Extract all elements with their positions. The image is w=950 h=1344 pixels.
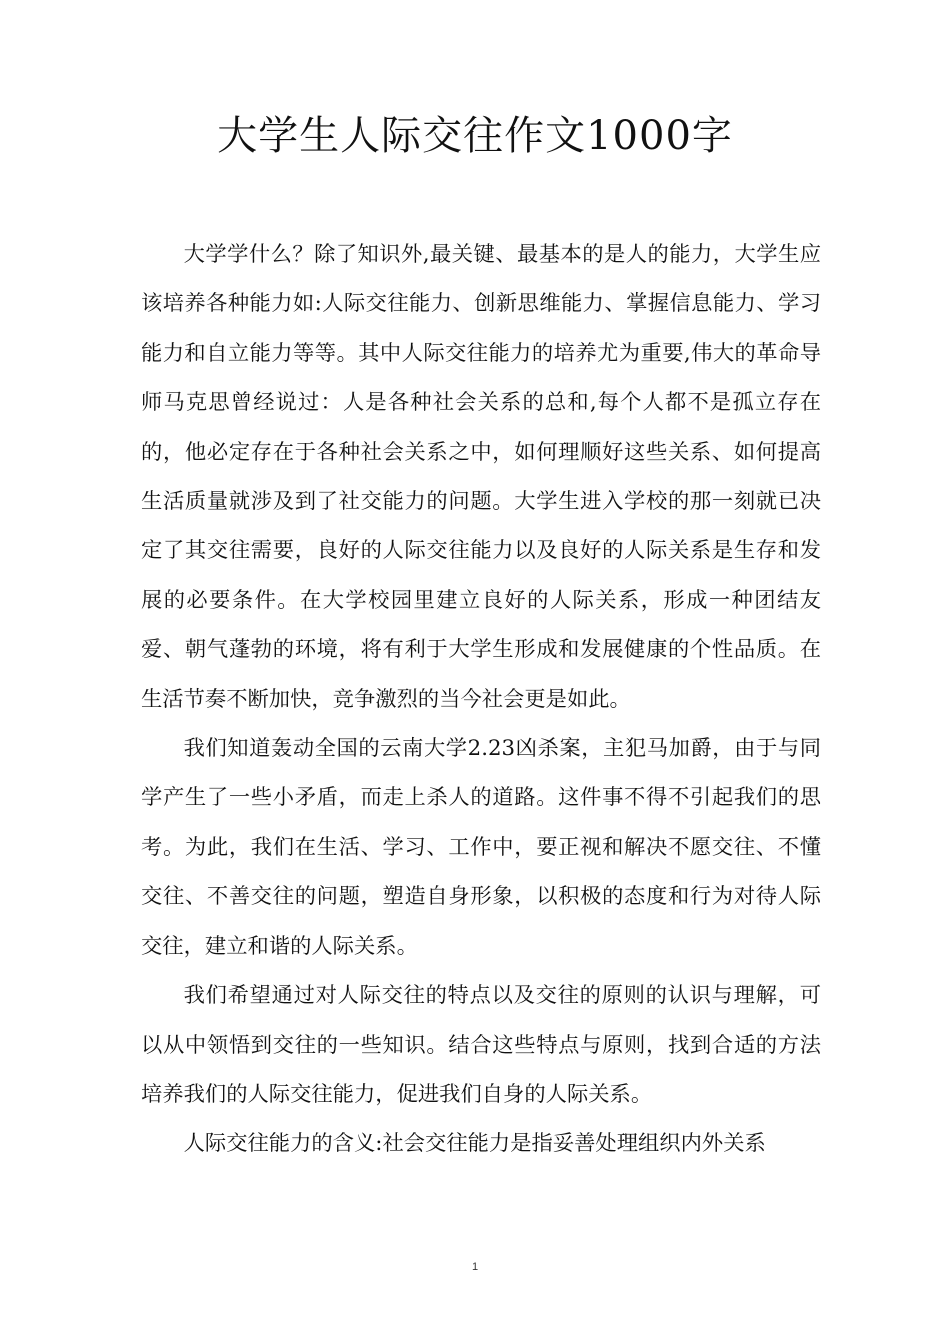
document-title: 大学生人际交往作文1000字 [217, 113, 733, 159]
paragraph-1: 大学学什么？除了知识外,最关键、最基本的是人的能力，大学生应该培养各种能力如:人际交往能力、创新思维能力、掌握信息能力、学习能力和自立能力等等。其中人际交往能力的培养尤为重要,伟大的革命导师马克思曾经说过：人是各种社会关系的总和,每个人都不是孤立存在的，他必定存在于各种社会关系之中，如何理顺好这些关系、如何提高生活质量就涉及到了社交能力的问题。大学生进入学校的那一刻就已决定了其交往需要，良好的人际交往能力以及良好的人际关系是生存和发展的必要条件。在大学校园里建立良好的人际关系，形成一种团结友爱、朝气蓬勃的环境，将有利于大学生形成和发展健康的个性品质。在生活节奏不断加快，竞争激烈的当今社会更是如此。 [141, 242, 821, 712]
page-number: 1 [471, 1261, 479, 1273]
document-body [141, 230, 821, 1169]
paragraph-2: 我们知道轰动全国的云南大学2.23凶杀案，主犯马加爵，由于与同学产生了一些小矛盾，而走上杀人的道路。这件事不得不引起我们的思考。为此，我们在生活、学习、工作中，要正视和解决不愿交往、不懂交往、不善交往的问题，塑造自身形象，以积极的态度和行为对待人际交往，建立和谐的人际关系。 [141, 736, 821, 959]
paragraph-4: 人际交往能力的含义:社会交往能力是指妥善处理组织内外关系 [183, 1131, 766, 1157]
paragraph-3: 我们希望通过对人际交往的特点以及交往的原则的认识与理解，可以从中领悟到交往的一些知识。结合这些特点与原则，找到合适的方法培养我们的人际交往能力，促进我们自身的人际关系。 [141, 983, 821, 1107]
